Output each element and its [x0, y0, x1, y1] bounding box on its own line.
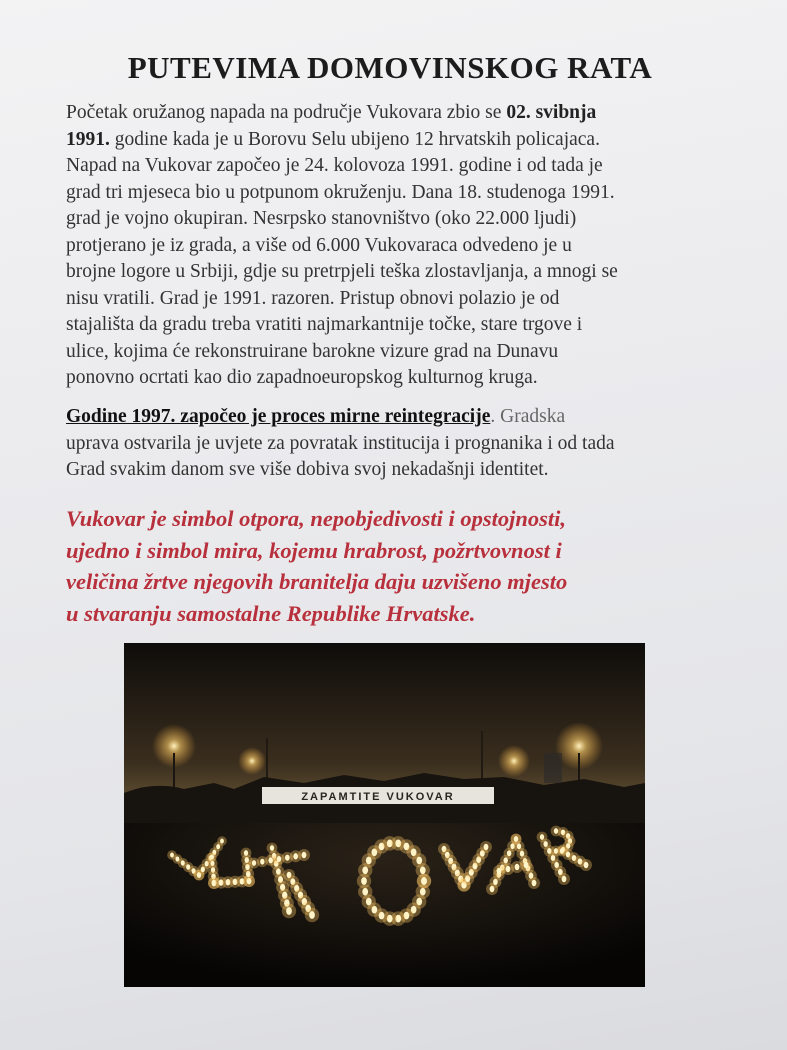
- candle: [293, 853, 298, 859]
- candle: [562, 876, 567, 882]
- text-line: brojne logore u Srbiji, gdje su pretrpjeli teška zlostavljanja, a mnogi se: [66, 261, 618, 282]
- text-segment: . Gradska: [490, 406, 566, 427]
- building: [544, 753, 562, 783]
- text-line: grad je vojno okupiran. Nesrpsko stanovništvo (oko 22.000 ljudi): [66, 208, 577, 229]
- history-paragraph: [66, 100, 716, 392]
- candle: [421, 877, 427, 885]
- candle: [420, 888, 426, 896]
- candle: [484, 844, 489, 850]
- candle: [285, 855, 290, 861]
- text-segment: Početak oružanog napada na područje Vukovara zbio se: [66, 102, 507, 123]
- street-lamp: [238, 747, 266, 775]
- candle: [277, 856, 282, 862]
- text-line: [66, 100, 716, 127]
- text-line: grad tri mjeseca bio u potpunom okruženju. Dana 18. studenoga 1991.: [66, 181, 615, 203]
- text-line: Grad svakim danom sve više dobiva svoj nekadašnji identitet.: [66, 459, 549, 480]
- year-bold: 1991.: [66, 128, 110, 150]
- candle: [362, 866, 368, 874]
- text-line: ulice, kojima će rekonstruirane barokne vizure grad na Dunavu: [66, 340, 559, 362]
- text-segment: godine kada je u Borovu Selu ubijeno 12 hrvatskih policajaca.: [109, 128, 600, 150]
- underlined-heading: Godine 1997. započeo je proces mirne reintegracije: [66, 406, 491, 427]
- text-line: protjerano je iz grada, a više od 6.000 Vukovaraca odvedeno je u: [66, 234, 572, 256]
- candle: [515, 864, 520, 870]
- candle: [309, 911, 315, 919]
- candle: [362, 888, 368, 896]
- candle: [532, 880, 537, 886]
- candle: [366, 898, 372, 906]
- candle: [506, 866, 511, 872]
- quote-line: veličina žrtve njegovih branitelja daju uzvišeno mjesto: [66, 569, 568, 594]
- candle: [514, 836, 518, 842]
- candle: [302, 852, 307, 858]
- candle: [416, 857, 422, 865]
- candle: [268, 857, 272, 863]
- quote-line: Vukovar je simbol otpora, nepobjedivosti i opstojnosti,: [66, 506, 567, 531]
- candle: [286, 907, 292, 915]
- candle: [270, 845, 274, 851]
- banner-text: ZAPAMTITE VUKOVAR: [301, 791, 455, 803]
- text-line: nisu vratili. Grad je 1991. razoren. Pristup obnovi polazio je od: [66, 287, 560, 309]
- date-bold: 02. svibnja: [506, 102, 597, 123]
- quote-line: u stvaranju samostalne Republike Hrvatske.: [66, 600, 476, 626]
- page-title: PUTEVIMA DOMOVINSKOG RATA: [127, 50, 653, 85]
- memorial-photo: [124, 643, 645, 987]
- text-line: stajališta da gradu treba vratiti najmarkantnije točke, stare trgove i: [66, 314, 583, 335]
- text-line: [66, 404, 716, 431]
- candle: [244, 850, 248, 856]
- candle: [252, 860, 256, 866]
- candle: [554, 828, 558, 834]
- candle: [584, 862, 589, 868]
- candle: [524, 862, 529, 868]
- text-line: ponovno ocrtati kao dio zapadnoeuropskog kulturnog kruga.: [66, 367, 538, 388]
- candle: [497, 868, 502, 874]
- text-line: [66, 127, 716, 154]
- candle: [260, 859, 264, 865]
- candle: [220, 838, 224, 843]
- memorial-photo-scene: [124, 643, 645, 987]
- highlight-quote: [66, 503, 726, 629]
- reintegration-paragraph: [66, 404, 716, 484]
- text-line: uprava ostvarila je uvjete za povratak institucija i prognanika i od tada: [66, 432, 615, 454]
- quote-line: ujedno i simbol mira, kojemu hrabrost, požrtvovnost i: [66, 537, 562, 563]
- candle: [361, 877, 367, 885]
- candle: [420, 866, 426, 874]
- text-line: Napad na Vukovar započeo je 24. kolovoza 1991. godine i od tada je: [66, 155, 603, 176]
- street-lamp: [498, 745, 530, 777]
